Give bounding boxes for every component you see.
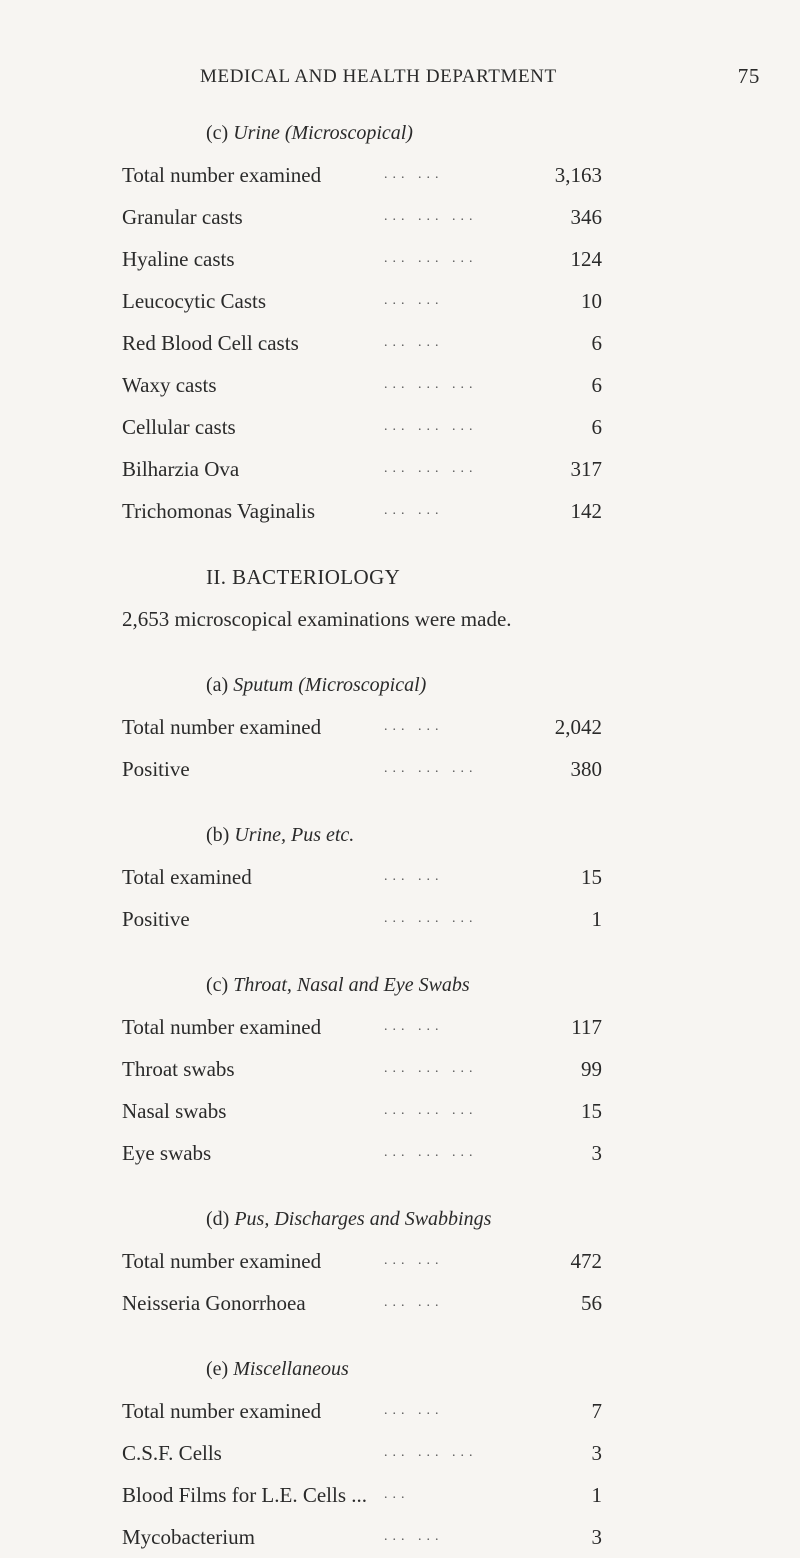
table-row (122, 154, 602, 196)
heading-title: Urine (Microscopical) (233, 122, 413, 144)
row-label: Neisseria Gonorrhoea (122, 1291, 306, 1315)
leader-dots: ... ... ... (384, 1103, 478, 1118)
row-label: Blood Films for L.E. Cells ... (122, 1483, 368, 1507)
row-value: 3 (591, 1441, 602, 1465)
heading-label: (e) (206, 1358, 229, 1380)
row-label: Throat swabs (122, 1057, 235, 1081)
table-row (122, 1432, 602, 1474)
row-value: 15 (581, 1099, 602, 1123)
leader-dots: ... ... ... (384, 1061, 478, 1076)
table-row (122, 490, 602, 532)
swabs-table (122, 1006, 602, 1174)
leader-dots: ... ... (384, 1019, 444, 1034)
row-value: 3 (591, 1525, 602, 1549)
table-row (122, 748, 602, 790)
table-row (122, 1132, 602, 1174)
row-label: Granular casts (122, 205, 243, 229)
heading-title: Miscellaneous (233, 1358, 349, 1380)
row-label: Positive (122, 907, 190, 931)
row-value: 10 (581, 289, 602, 313)
row-label: Hyaline casts (122, 247, 235, 271)
leader-dots: ... ... (384, 1295, 444, 1310)
row-label: Total number examined (122, 1015, 322, 1039)
leader-dots: ... ... ... (384, 377, 478, 392)
table-row (122, 1048, 602, 1090)
table-row (122, 706, 602, 748)
table-row (122, 898, 602, 940)
row-label: Positive (122, 757, 190, 781)
heading-title: Pus, Discharges and Swabbings (234, 1208, 492, 1230)
leader-dots: ... ... ... (384, 1145, 478, 1160)
subsection-heading-urine-microscopical (122, 112, 602, 154)
row-value: 2,042 (554, 715, 602, 739)
heading-label: (d) (206, 1208, 230, 1230)
table-row (122, 322, 602, 364)
leader-dots: ... (384, 1487, 410, 1502)
row-value: 15 (581, 865, 602, 889)
row-label: Mycobacterium (122, 1525, 255, 1549)
heading-label: (a) (206, 674, 229, 696)
table-row (122, 238, 602, 280)
page-content (122, 112, 602, 1558)
leader-dots: ... ... (384, 503, 444, 518)
row-value: 317 (570, 457, 602, 481)
row-label: Waxy casts (122, 373, 217, 397)
row-label: Total number examined (122, 163, 322, 187)
leader-dots: ... ... (384, 293, 444, 308)
leader-dots: ... ... (384, 719, 444, 734)
row-value: 3,163 (554, 163, 602, 187)
row-label: Cellular casts (122, 415, 236, 439)
subsection-heading-pus-discharges (122, 1198, 602, 1240)
table-row (122, 364, 602, 406)
leader-dots: ... ... (384, 869, 444, 884)
leader-dots: ... ... (384, 335, 444, 350)
heading-title: Throat, Nasal and Eye Swabs (233, 974, 470, 996)
table-row (122, 196, 602, 238)
table-row (122, 406, 602, 448)
table-row (122, 856, 602, 898)
table-row (122, 1240, 602, 1282)
heading-title: Sputum (Microscopical) (233, 674, 427, 696)
row-label: Total examined (122, 865, 252, 889)
examinations-sentence: 2,653 microscopical examinations were made. (122, 607, 512, 631)
row-label: C.S.F. Cells (122, 1441, 222, 1465)
row-value: 346 (570, 205, 602, 229)
page-number: 75 (737, 64, 760, 88)
table-row (122, 1090, 602, 1132)
subsection-heading-urine-pus (122, 814, 602, 856)
urine-microscopical-table (122, 154, 602, 532)
row-value: 142 (570, 499, 602, 523)
table-row (122, 1474, 602, 1516)
row-value: 117 (571, 1015, 602, 1039)
table-row (122, 1006, 602, 1048)
leader-dots: ... ... (384, 1253, 444, 1268)
leader-dots: ... ... ... (384, 209, 478, 224)
heading-label: (b) (206, 824, 230, 846)
row-value: 99 (581, 1057, 602, 1081)
row-value: 1 (591, 907, 602, 931)
miscellaneous-table (122, 1390, 602, 1558)
row-value: 6 (591, 415, 602, 439)
leader-dots: ... ... ... (384, 761, 478, 776)
table-row (122, 1516, 602, 1558)
leader-dots: ... ... (384, 1529, 444, 1544)
row-value: 472 (570, 1249, 602, 1273)
row-value: 3 (591, 1141, 602, 1165)
leader-dots: ... ... ... (384, 911, 478, 926)
leader-dots: ... ... ... (384, 461, 478, 476)
pus-discharges-table (122, 1240, 602, 1324)
table-row (122, 448, 602, 490)
leader-dots: ... ... ... (384, 1445, 478, 1460)
leader-dots: ... ... ... (384, 251, 478, 266)
row-label: Red Blood Cell casts (122, 331, 299, 355)
subsection-heading-swabs (122, 964, 602, 1006)
heading-title: Urine, Pus etc. (234, 824, 355, 846)
row-value: 7 (591, 1399, 602, 1423)
row-label: Bilharzia Ova (122, 457, 240, 481)
sputum-table (122, 706, 602, 790)
subsection-heading-sputum (122, 664, 602, 706)
row-label: Total number examined (122, 1249, 322, 1273)
table-row (122, 1282, 602, 1324)
row-label: Total number examined (122, 1399, 322, 1423)
heading-label: (c) (206, 122, 229, 144)
table-row (122, 280, 602, 322)
subsection-heading-miscellaneous (122, 1348, 602, 1390)
table-row (122, 1390, 602, 1432)
row-label: Eye swabs (122, 1141, 212, 1165)
section-title-bacteriology: II. BACTERIOLOGY (206, 565, 401, 589)
leader-dots: ... ... ... (384, 419, 478, 434)
row-value: 6 (591, 373, 602, 397)
leader-dots: ... ... (384, 1403, 444, 1418)
row-label: Total number examined (122, 715, 322, 739)
heading-label: (c) (206, 974, 229, 996)
leader-dots: ... ... (384, 167, 444, 182)
row-value: 124 (570, 247, 602, 271)
header-title: MEDICAL AND HEALTH DEPARTMENT (200, 66, 557, 87)
row-value: 6 (591, 331, 602, 355)
row-value: 56 (581, 1291, 602, 1315)
row-label: Leucocytic Casts (122, 289, 267, 313)
row-label: Nasal swabs (122, 1099, 227, 1123)
row-value: 380 (570, 757, 602, 781)
row-value: 1 (591, 1483, 602, 1507)
urine-pus-table (122, 856, 602, 940)
row-label: Trichomonas Vaginalis (122, 499, 316, 523)
